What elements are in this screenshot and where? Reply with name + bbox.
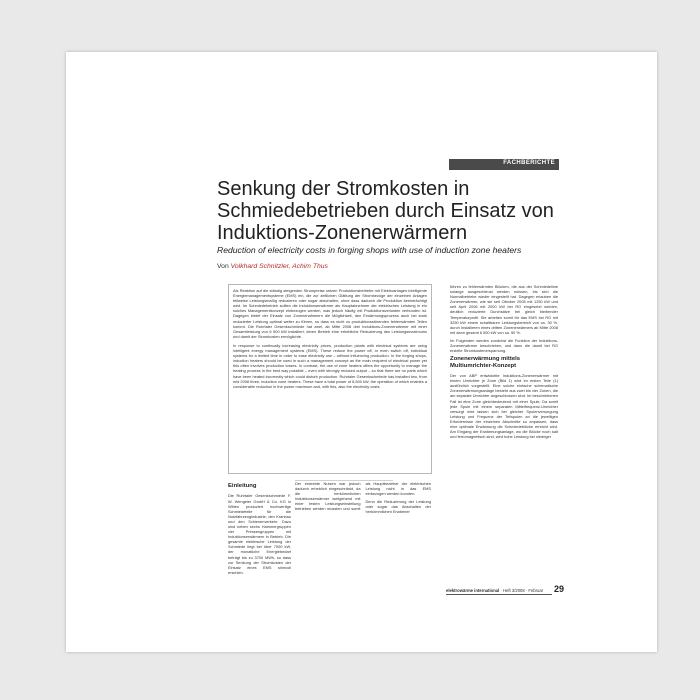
- body-column-right: [450, 284, 558, 582]
- abstract-english: In response to continually increasing electricity prices, production plants with electrical systems are using intelligent energy management systems (EMS). These reduce the power off, or even switch off, individual systems for a limited time in order to ease electricity use – without influencing production. In the forging shops, induction heaters should be used in such a management concept as the main recipient of electrical power yet this often involves production losses. In contrast, the use of zone heaters offers the opportunity to manage the heating process in the best way possible – even with strongly reduced output – so that there are no parts which have been heated incorrectly which could disturb production. Ruhrtaler Gesenkschmiede has installed two, from mid 2008 three, induction zone heaters. These have a total power of 6,500 kW, the operation of which enables a considerable reduction in the power maximum and, with this, also the electricity costs.: [233, 342, 427, 389]
- body-column-1: [228, 481, 291, 581]
- journal-info: [446, 588, 543, 593]
- author-line: [217, 263, 328, 270]
- intro-paragraph: Die Ruhrtaler Gesenkschmiede F. W. Wengeler GmbH & Co. KG in Witten produziert hochwertige Schmiedeteile für die Nutzfahrzeugindustrie, den Kranbau und den Schienenverkehr. Dazu sind neben sechs Hammergruppen vier Pressengruppen mit Induktionserwärmern in Betrieb. Die gesamte elektrische Leistung der Schmiede liegt bei über 7000 kW, der monatliche Energiebedarf beträgt bis zu 3700 MWh, so dass zur Senkung der Stromkosten der Einsatz eines EMS sinnvoll erschien.: [228, 493, 291, 575]
- page-number: 29: [554, 584, 565, 594]
- section-tag-label: FACHBERICHTE: [503, 160, 555, 166]
- page-footer: [446, 584, 565, 596]
- section-tag: [449, 159, 559, 170]
- journal-name: elektrowärme international: [446, 588, 500, 593]
- article-title: Senkung der Stromkosten in Schmiedebetrieben durch Einsatz von Induktions-Zonenerwärmern: [217, 178, 554, 244]
- zone-heating-heading: Zonenerwärmung mittels Multiumrichter-Konzept: [450, 356, 521, 369]
- intro-paragraph-2: Der erstrebte Nutzen war jedoch dadurch erheblich eingeschränkt, da die herkömmlichen Induktionserwärmer weitgehend mit einer festen Leistungseinstellung betrieben werden mussten und somit als Hauptbezieher der elektrischen Leistung nicht in das EMS einbezogen werden konnten.: [295, 481, 431, 512]
- body-column-2: [295, 481, 431, 586]
- intro-paragraph-3: Denn die Reduzierung der Leistung oder sogar das Abschalten der herkömmlichen Erwärmer: [365, 499, 431, 515]
- right-paragraph-3: Der von ABP entwickelte Induktions-Zonenerwärmer mit einem Umrichter je Zone (Bild 1) wird im ersten Teile (1) ausführlich vorgestellt. Eine solche einfache schematische Zonenerwärmungsanlage besteht aus zwei bis vier Zonen, die am separate Umrichter angeschlossen sind. Im beschriebenen Fall ist eine Zone gleichbedeutend mit einer Spule. Da somit jede Spule mit einem separaten Mittelfrequenz-Umrichter versorgt wird lassen sich bei gleicher Spulenversorgung Leistung und Frequenz der Teilspulen an die jeweiligen Erfordernisse der einzelnen Abschnitte so anpassen, dass eine optimale Erwärmung die Schmiedeblöcke erreicht wird. Am Eingang der Erwärmungsanlage, wo die Blöcke noch kalt und ferromagnetisch sind, wird hohe Leistung bei niedriger: [450, 373, 558, 440]
- right-paragraph-2: Im Folgenden werden zunächst die Funktion der Induktions-Zonenerwärmer beschrieben, und dann die damit bei RG erzielte Stromkostenersparnung.: [450, 337, 558, 354]
- magazine-page: [66, 52, 657, 652]
- footer-rule: [446, 594, 552, 595]
- intro-heading: Einleitung: [228, 483, 257, 489]
- abstract-german: Als Reaktion auf die ständig steigenden Strompreise setzen Produktionsbetriebe mit Elektroanlagen intelligente Energiemanagementsysteme (EMS) ein, die zur zeitlichen Glättung der Strombezüge der einzelnen Anlagen teilweise Leistungsmaßig reduzieren oder sogar abschalten, ohne dass dadurch die Produktion beeinträchtigt wird. Im Schmiedebetrieb sollten die Induktionserwärmer als Hauptabnehmer der elektrischen Leistung in ein solches Managementkonzept einbezogen werden, was jedoch häufig mit Produktionsverlusten verbunden ist. Dagegen bietet der Einsatz von Zonenerwärmern die Möglichkeit, den Erwärmungsprozess auch bei stark reduzierter Leistung optimal weiter zu führen, so dass es nicht zu produktionsstörenden fehlerwärmten Teilen kommt. Die Ruhrtaler Gesenkschmiede hat zwei, ab Mitte 2008 drei Induktions-Zonenerwärmer mit einer Gesamtleistung von 6 500 kW installiert, deren Betrieb eine erhebliche Reduzierung des Leistungsmaximums und damit der Stromkosten ermöglichte.: [233, 288, 427, 339]
- right-paragraph-1: führen zu fehlerwärmten Blöcken, die aus der Schmiedelinie solange ausgeschleust werden müssen, bis sich die Normalbetriebe wieder eingestellt hat. Dagegen erlauben die Zonenerwärmer, wie sie seit Oktober 2005 mit 1250 kW und seit April 2006 mit 2000 kW bei RG eingesetzt werden, deutlich reduzierte Durchsätze bei gleich bleibender Temperaturprofil. Sie arbeiten somit für das EMS bei RG mit 3250 kW einem schaltbaren Leistungsbereich von ca. 30 %, durch Installieren eines dritten Zonenerwärmers ab Mitte 2008 mit dann gesamt 6 500 kW von ca. 50 %.: [450, 284, 558, 335]
- author-names: Volkhard Schnitzler, Achim Thus: [230, 263, 328, 270]
- authors-prefix: Von: [217, 263, 229, 270]
- abstract-box: [228, 284, 432, 474]
- issue-info: · Heft 3/2008 · Februar: [500, 588, 544, 593]
- article-subtitle: Reduction of electricity costs in forging shops with use of induction zone heaters: [217, 245, 522, 255]
